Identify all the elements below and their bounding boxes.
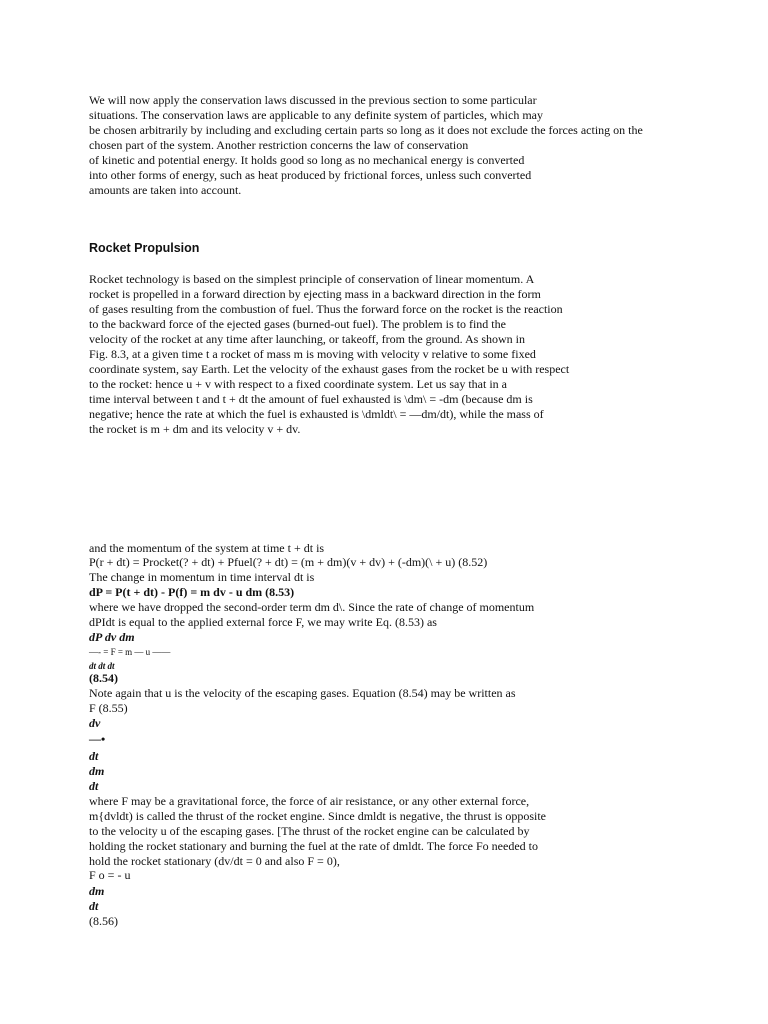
equation-line: —- = F = m — u —— bbox=[89, 647, 171, 657]
equation-line: The change in momentum in time interval dt is bbox=[89, 570, 315, 584]
equation-line: where F may be a gravitational force, the force of air resistance, or any other external force, bbox=[89, 794, 530, 808]
section-heading: Rocket Propulsion bbox=[89, 241, 200, 255]
body-line: the rocket is m + dm and its velocity v + dv. bbox=[89, 422, 301, 436]
equation-line: F o = - u bbox=[89, 868, 131, 882]
body-line: coordinate system, say Earth. Let the velocity of the exhaust gases from the rocket be u with respect bbox=[89, 362, 570, 376]
body-line: time interval between t and t + dt the amount of fuel exhausted is \dm\ = -dm (because dm is bbox=[89, 392, 533, 406]
equation-line: dP dv dm bbox=[89, 630, 135, 644]
equation-line: and the momentum of the system at time t + dt is bbox=[89, 541, 325, 555]
body-line: Rocket technology is based on the simplest principle of conservation of linear momentum. A bbox=[89, 272, 535, 286]
equation-line: holding the rocket stationary and burning the fuel at the rate of dmldt. The force Fo needed to bbox=[89, 839, 538, 853]
equation-line: dm bbox=[89, 884, 105, 898]
intro-line: chosen part of the system. Another restriction concerns the law of conservation bbox=[89, 138, 469, 152]
equation-line: dt bbox=[89, 779, 99, 793]
body-line: velocity of the rocket at any time after launching, or takeoff, from the ground. As shown in bbox=[89, 332, 525, 346]
equation-line: dt bbox=[89, 749, 99, 763]
body-line: rocket is propelled in a forward direction by ejecting mass in a backward direction in the form bbox=[89, 287, 541, 301]
intro-line: We will now apply the conservation laws discussed in the previous section to some particular bbox=[89, 93, 537, 107]
body-line: to the backward force of the ejected gases (burned-out fuel). The problem is to find the bbox=[89, 317, 506, 331]
equation-line: (8.54) bbox=[89, 671, 118, 685]
equation-line: where we have dropped the second-order term dm d\. Since the rate of change of momentum bbox=[89, 600, 535, 614]
equation-line: Note again that u is the velocity of the escaping gases. Equation (8.54) may be written as bbox=[89, 686, 516, 700]
body-line: negative; hence the rate at which the fuel is exhausted is \dmldt\ = —dm/dt), while the mass of bbox=[89, 407, 544, 421]
equation-line: dP = P(t + dt) - P(f) = m dv - u dm (8.53) bbox=[89, 585, 295, 599]
equation-line: dt bbox=[89, 899, 99, 913]
equation-line: —• bbox=[89, 732, 106, 746]
intro-line: situations. The conservation laws are applicable to any definite system of particles, which may bbox=[89, 108, 543, 122]
intro-line: amounts are taken into account. bbox=[89, 183, 242, 197]
equation-line: hold the rocket stationary (dv/dt = 0 and also F = 0), bbox=[89, 854, 340, 868]
equation-line: dt dt dt bbox=[89, 661, 115, 671]
equation-line: dv bbox=[89, 716, 101, 730]
equation-line: dm bbox=[89, 764, 105, 778]
equation-line: dPIdt is equal to the applied external force F, we may write Eq. (8.53) as bbox=[89, 615, 437, 629]
intro-line: of kinetic and potential energy. It holds good so long as no mechanical energy is converted bbox=[89, 153, 525, 167]
equation-line: m{dvldt) is called the thrust of the rocket engine. Since dmldt is negative, the thrust is opposite bbox=[89, 809, 547, 823]
equation-line: (8.56) bbox=[89, 914, 118, 928]
intro-line: into other forms of energy, such as heat produced by frictional forces, unless such converted bbox=[89, 168, 532, 182]
body-line: to the rocket: hence u + v with respect to a fixed coordinate system. Let us say that in a bbox=[89, 377, 507, 391]
body-line: of gases resulting from the combustion of fuel. Thus the forward force on the rocket is the reaction bbox=[89, 302, 563, 316]
intro-line: be chosen arbitrarily by including and excluding certain parts so long as it does not exclude the forces acting on the bbox=[89, 123, 643, 137]
equation-line: F (8.55) bbox=[89, 701, 128, 715]
equation-line: P(r + dt) = Procket(? + dt) + Pfuel(? + dt) = (m + dm)(v + dv) + (-dm)(\ + u) (8.52) bbox=[89, 555, 488, 569]
equation-line: to the velocity u of the escaping gases. [The thrust of the rocket engine can be calculated by bbox=[89, 824, 530, 838]
body-line: Fig. 8.3, at a given time t a rocket of mass m is moving with velocity v relative to some fixed bbox=[89, 347, 536, 361]
